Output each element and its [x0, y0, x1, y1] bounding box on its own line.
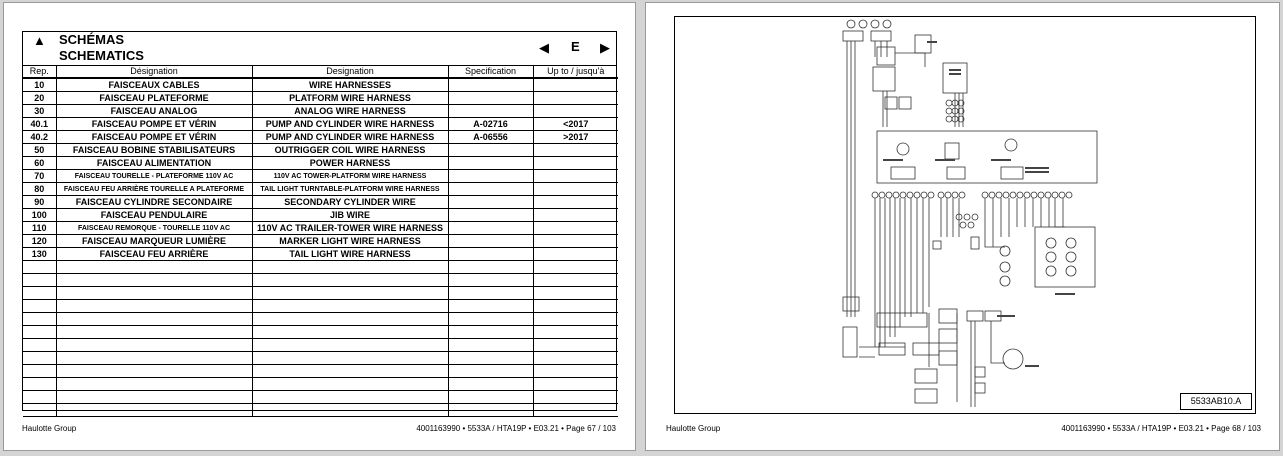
empty-cell	[533, 287, 618, 300]
up-arrow-icon[interactable]: ▲	[33, 33, 46, 48]
cell-rep: 10	[23, 78, 56, 92]
cell-designation-en: PUMP AND CYLINDER WIRE HARNESS	[252, 118, 448, 131]
cell-designation-en: SECONDARY CYLINDER WIRE	[252, 196, 448, 209]
cell-designation-fr: FAISCEAU FEU ARRIÈRE TOURELLE A PLATEFORME	[56, 183, 252, 196]
empty-cell	[252, 391, 448, 404]
column-header-designation-fr: Désignation	[56, 66, 252, 78]
cell-up-to	[533, 248, 618, 261]
cell-up-to: <2017	[533, 118, 618, 131]
cell-rep: 110	[23, 222, 56, 235]
cell-up-to	[533, 235, 618, 248]
empty-cell	[448, 365, 533, 378]
empty-table-row	[23, 352, 618, 365]
empty-cell	[252, 339, 448, 352]
empty-cell	[56, 378, 252, 391]
empty-cell	[23, 404, 56, 417]
table-row	[23, 235, 618, 248]
empty-table-row	[23, 365, 618, 378]
left-page	[3, 2, 636, 451]
empty-cell	[252, 365, 448, 378]
cell-specification	[448, 144, 533, 157]
table-row	[23, 144, 618, 157]
cell-specification	[448, 183, 533, 196]
drawing-reference: 5533AB10.A	[1180, 393, 1252, 410]
cell-rep: 130	[23, 248, 56, 261]
empty-cell	[252, 287, 448, 300]
cell-designation-en: PLATFORM WIRE HARNESS	[252, 92, 448, 105]
schematic-drawing	[674, 16, 1256, 414]
empty-cell	[56, 261, 252, 274]
empty-table-row	[23, 261, 618, 274]
footer-company: Haulotte Group	[666, 424, 721, 433]
empty-cell	[23, 287, 56, 300]
empty-cell	[448, 313, 533, 326]
empty-cell	[533, 391, 618, 404]
empty-cell	[56, 391, 252, 404]
table-row	[23, 183, 618, 196]
cell-rep: 100	[23, 209, 56, 222]
cell-rep: 60	[23, 157, 56, 170]
empty-cell	[448, 326, 533, 339]
empty-cell	[533, 261, 618, 274]
empty-cell	[448, 378, 533, 391]
column-header-rep: Rep.	[23, 66, 56, 78]
cell-designation-en: JIB WIRE	[252, 209, 448, 222]
cell-designation-en: TAIL LIGHT WIRE HARNESS	[252, 248, 448, 261]
empty-cell	[448, 300, 533, 313]
empty-table-row	[23, 287, 618, 300]
cell-specification	[448, 235, 533, 248]
empty-cell	[56, 326, 252, 339]
table-row	[23, 78, 618, 92]
column-header-up-to: Up to / jusqu'à	[533, 66, 618, 78]
empty-table-row	[23, 378, 618, 391]
cell-specification	[448, 92, 533, 105]
empty-cell	[533, 404, 618, 417]
empty-table-row	[23, 300, 618, 313]
empty-cell	[23, 339, 56, 352]
cell-up-to	[533, 196, 618, 209]
empty-cell	[533, 313, 618, 326]
cell-designation-fr: FAISCEAU PLATEFORME	[56, 92, 252, 105]
cell-designation-fr: FAISCEAU ALIMENTATION	[56, 157, 252, 170]
cell-specification	[448, 209, 533, 222]
cell-specification	[448, 78, 533, 92]
right-page	[645, 2, 1280, 451]
empty-cell	[252, 274, 448, 287]
cell-specification	[448, 222, 533, 235]
empty-cell	[56, 287, 252, 300]
table-row	[23, 157, 618, 170]
cell-designation-fr: FAISCEAU FEU ARRIÈRE	[56, 248, 252, 261]
empty-cell	[448, 352, 533, 365]
column-header-specification: Specification	[448, 66, 533, 78]
cell-rep: 40.1	[23, 118, 56, 131]
empty-cell	[23, 261, 56, 274]
cell-up-to	[533, 209, 618, 222]
cell-specification	[448, 170, 533, 183]
empty-cell	[252, 378, 448, 391]
empty-cell	[252, 352, 448, 365]
cell-specification	[448, 105, 533, 118]
empty-table-row	[23, 339, 618, 352]
empty-cell	[23, 274, 56, 287]
cell-designation-fr: FAISCEAU BOBINE STABILISATEURS	[56, 144, 252, 157]
empty-cell	[56, 274, 252, 287]
cell-designation-fr: FAISCEAU MARQUEUR LUMIÈRE	[56, 235, 252, 248]
table-row	[23, 209, 618, 222]
empty-cell	[533, 300, 618, 313]
empty-cell	[252, 404, 448, 417]
cell-designation-en: ANALOG WIRE HARNESS	[252, 105, 448, 118]
cell-rep: 40.2	[23, 131, 56, 144]
empty-cell	[23, 326, 56, 339]
empty-cell	[252, 261, 448, 274]
wiring-diagram	[675, 17, 1255, 413]
cell-rep: 50	[23, 144, 56, 157]
cell-up-to	[533, 222, 618, 235]
table-body	[23, 78, 618, 417]
cell-rep: 120	[23, 235, 56, 248]
column-header-designation-en: Designation	[252, 66, 448, 78]
cell-designation-en: OUTRIGGER COIL WIRE HARNESS	[252, 144, 448, 157]
empty-cell	[448, 274, 533, 287]
empty-table-row	[23, 404, 618, 417]
cell-specification	[448, 248, 533, 261]
next-arrow-icon[interactable]: ▶	[600, 40, 610, 55]
cell-up-to: >2017	[533, 131, 618, 144]
cell-rep: 80	[23, 183, 56, 196]
cell-designation-fr: FAISCEAU ANALOG	[56, 105, 252, 118]
table-row	[23, 92, 618, 105]
empty-table-row	[23, 274, 618, 287]
empty-cell	[533, 339, 618, 352]
empty-cell	[448, 391, 533, 404]
empty-cell	[56, 404, 252, 417]
empty-cell	[23, 352, 56, 365]
empty-cell	[56, 313, 252, 326]
cell-designation-en: 110V AC TOWER-PLATFORM WIRE HARNESS	[252, 170, 448, 183]
cell-designation-en: TAIL LIGHT TURNTABLE-PLATFORM WIRE HARNESS	[252, 183, 448, 196]
cell-rep: 30	[23, 105, 56, 118]
cell-designation-en: MARKER LIGHT WIRE HARNESS	[252, 235, 448, 248]
section-letter: E	[571, 39, 580, 54]
title-french: SCHÉMAS	[59, 32, 125, 47]
empty-cell	[448, 261, 533, 274]
cell-designation-fr: FAISCEAU CYLINDRE SECONDAIRE	[56, 196, 252, 209]
empty-cell	[533, 274, 618, 287]
cell-rep: 70	[23, 170, 56, 183]
cell-up-to	[533, 105, 618, 118]
cell-designation-fr: FAISCEAU POMPE ET VÉRIN	[56, 118, 252, 131]
empty-cell	[23, 378, 56, 391]
cell-up-to	[533, 183, 618, 196]
empty-table-row	[23, 326, 618, 339]
table-row	[23, 170, 618, 183]
cell-specification: A-06556	[448, 131, 533, 144]
cell-designation-en: WIRE HARNESSES	[252, 78, 448, 92]
table-row	[23, 131, 618, 144]
parts-table	[23, 66, 618, 417]
cell-designation-en: 110V AC TRAILER-TOWER WIRE HARNESS	[252, 222, 448, 235]
cell-up-to	[533, 170, 618, 183]
empty-cell	[56, 365, 252, 378]
title-english: SCHEMATICS	[59, 48, 144, 63]
empty-cell	[23, 300, 56, 313]
cell-designation-en: POWER HARNESS	[252, 157, 448, 170]
cell-designation-en: PUMP AND CYLINDER WIRE HARNESS	[252, 131, 448, 144]
table-row	[23, 222, 618, 235]
empty-cell	[533, 352, 618, 365]
cell-specification	[448, 157, 533, 170]
empty-cell	[448, 287, 533, 300]
empty-table-row	[23, 313, 618, 326]
table-row	[23, 248, 618, 261]
empty-cell	[23, 391, 56, 404]
schematics-index-table	[22, 31, 617, 411]
table-row	[23, 118, 618, 131]
empty-cell	[56, 352, 252, 365]
empty-cell	[252, 300, 448, 313]
cell-specification	[448, 196, 533, 209]
empty-cell	[23, 313, 56, 326]
cell-up-to	[533, 92, 618, 105]
empty-cell	[533, 378, 618, 391]
table-row	[23, 105, 618, 118]
cell-rep: 20	[23, 92, 56, 105]
cell-specification: A-02716	[448, 118, 533, 131]
cell-designation-fr: FAISCEAU POMPE ET VÉRIN	[56, 131, 252, 144]
footer-company: Haulotte Group	[22, 424, 77, 433]
cell-designation-fr: FAISCEAU PENDULAIRE	[56, 209, 252, 222]
cell-rep: 90	[23, 196, 56, 209]
empty-cell	[533, 365, 618, 378]
empty-table-row	[23, 391, 618, 404]
empty-cell	[56, 339, 252, 352]
cell-up-to	[533, 78, 618, 92]
empty-cell	[448, 404, 533, 417]
cell-designation-fr: FAISCEAU REMORQUE - TOURELLE 110V AC	[56, 222, 252, 235]
cell-designation-fr: FAISCEAU TOURELLE - PLATEFORME 110V AC	[56, 170, 252, 183]
empty-cell	[533, 326, 618, 339]
table-header-bar	[23, 32, 616, 66]
empty-cell	[23, 365, 56, 378]
empty-cell	[252, 326, 448, 339]
empty-cell	[56, 300, 252, 313]
cell-designation-fr: FAISCEAUX CABLES	[56, 78, 252, 92]
empty-cell	[448, 339, 533, 352]
empty-cell	[252, 313, 448, 326]
footer-page-info: 4001163990 • 5533A / HTA19P • E03.21 • Page 67 / 103	[416, 424, 616, 433]
previous-arrow-icon[interactable]: ◀	[539, 40, 549, 55]
cell-up-to	[533, 144, 618, 157]
cell-up-to	[533, 157, 618, 170]
table-row	[23, 196, 618, 209]
footer-page-info: 4001163990 • 5533A / HTA19P • E03.21 • Page 68 / 103	[1061, 424, 1261, 433]
